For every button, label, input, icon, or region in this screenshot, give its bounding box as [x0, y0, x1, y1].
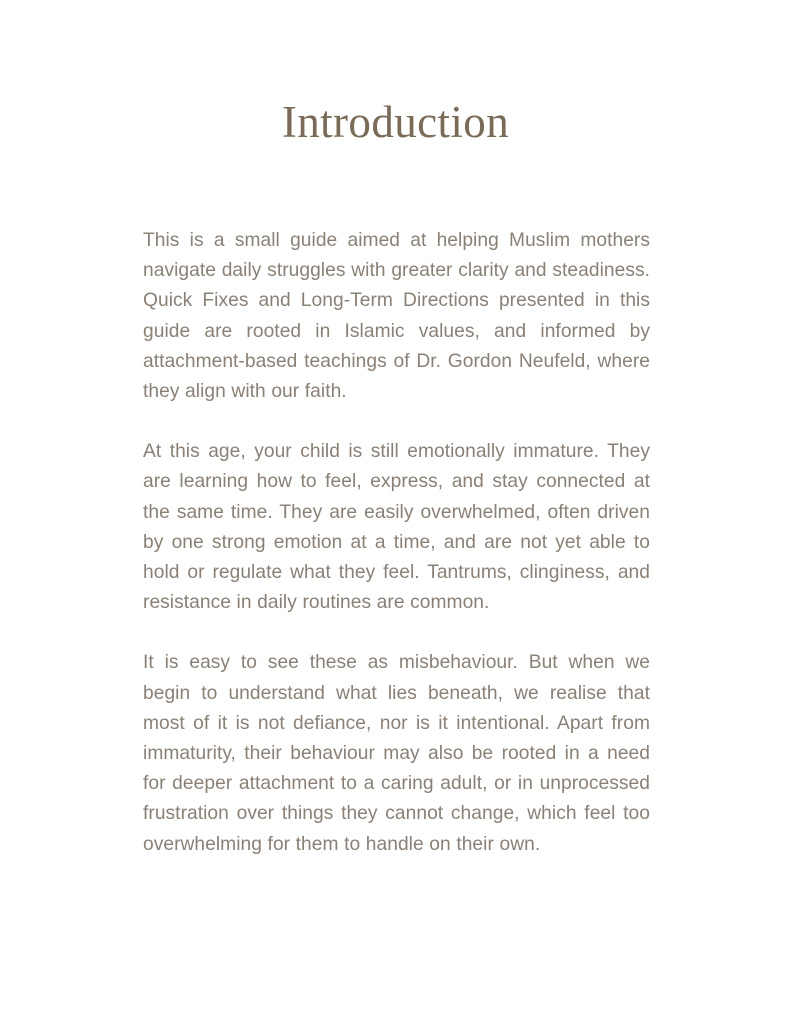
body-text-block [143, 226, 650, 860]
paragraph-intro-child-development: At this age, your child is still emotionally immature. They are learning how to feel, express, and stay connected at the same time. They are easily overwhelmed, often driven by one strong emotion at a time, and are not yet able to hold or regulate what they feel. Tantrums, clinginess, and resistance in daily routines are common. [143, 441, 650, 614]
paragraph-intro-purpose: This is a small guide aimed at helping Muslim mothers navigate daily struggles with greater clarity and steadiness. Quick Fixes and Long-Term Directions presented in this guide are rooted in Islamic values, and informed by attachment-based teachings of Dr. Gordon Neufeld, where they align with our faith. [143, 230, 650, 403]
page-title: Introduction [281, 97, 510, 147]
paragraph-intro-misbehaviour: It is easy to see these as misbehaviour. But when we begin to understand what lies beneath, we realise that most of it is not defiance, nor is it intentional. Apart from immaturity, their behaviour may also be rooted in a need for deeper attachment to a caring adult, or in unprocessed frustration over things they cannot change, which feel too overwhelming for them to handle on their own. [143, 652, 650, 855]
